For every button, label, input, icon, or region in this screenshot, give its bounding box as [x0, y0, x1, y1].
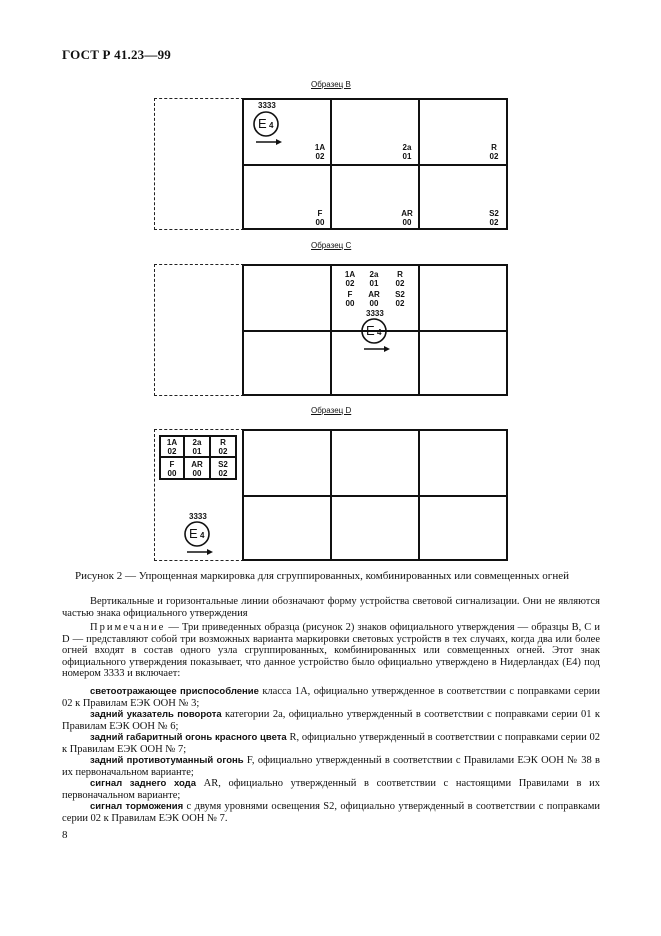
list-item: сигнал торможения с двумя уровнями освещения S2, официально утвержденный в соответствии с поправками серии 02 к Правилам ЕЭК ООН № 7. — [62, 801, 600, 824]
grid-cell — [418, 495, 508, 561]
marking-label: F 00 — [167, 460, 177, 478]
marking-label: AR 00 — [401, 209, 413, 227]
grid-cell — [418, 429, 508, 497]
marking-label: R 02 — [489, 143, 499, 161]
emblem-letter: E — [366, 323, 375, 338]
grid-cell — [242, 330, 332, 396]
marking-label: F 00 — [315, 209, 325, 227]
grid-cell — [418, 264, 508, 332]
list-item: сигнал заднего хода AR, официально утвержденный в соответствии с настоящими Правилами в их первоначальном варианте; — [62, 778, 600, 801]
specimen-b-figure — [154, 98, 508, 230]
grid-cell — [330, 429, 420, 497]
remark-label: Примечание — [90, 622, 166, 633]
e-approval-emblem-icon — [183, 521, 215, 557]
figure-caption: Рисунок 2 — Упрощенная маркировка для сгруппированных, комбинированных или совмещенных огней — [75, 570, 569, 582]
emblem-digit: 4 — [269, 121, 274, 130]
marking-label: S2 02 — [218, 460, 228, 478]
approval-number: 3333 — [189, 512, 207, 521]
grid-cell — [418, 330, 508, 396]
marking-label: 2a 01 — [402, 143, 412, 161]
marking-label: S2 02 — [489, 209, 499, 227]
page-number: 8 — [62, 829, 68, 841]
remark-text: — Три приведенных образца (рисунок 2) знаков официального утверждения — образцы B, C и D — представляют собой три возможных варианта маркировки световых устройств в тех случаях, когда два или более огней входят в состав одного узла сгруппированных, комбинированных или совмещенных огней. Этот знак официального утверждения показывает, что данное устройство было официально утверждено в Нидерландах (E4) под номером 3333 и включает: — [62, 622, 600, 679]
marking-label: R 02 — [395, 270, 405, 288]
marking-label: AR 00 — [368, 290, 380, 308]
specimen-b-title: Образец B — [311, 80, 351, 89]
specimen-c-figure — [154, 264, 508, 396]
marking-label: 2a 01 — [369, 270, 379, 288]
marking-label: 2a 01 — [192, 438, 202, 456]
specimen-c-title: Образец C — [311, 241, 352, 250]
list-item: задний противотуманный огонь F, официально утвержденный в соответствии с Правилами ЕЭК ООН № 38 в их первоначальном варианте; — [62, 755, 600, 778]
e-approval-emblem-icon — [252, 110, 284, 146]
marking-label: 1A 02 — [166, 438, 178, 456]
marking-label: 1A 02 — [314, 143, 326, 161]
list-item: светоотражающее приспособление класса 1A, официально утвержденное в соответствии с поправками серии 02 к Правилам ЕЭК ООН № 3; — [62, 686, 600, 709]
note-paragraph: Вертикальные и горизонтальные линии обозначают форму устройства световой сигнализации. Они не являются частью знака официального утверждения — [62, 596, 600, 619]
marking-label: S2 02 — [395, 290, 405, 308]
emblem-digit: 4 — [200, 531, 205, 540]
list-item: задний указатель поворота категории 2a, официально утвержденный в соответствии с поправками серии 01 к Правилам ЕЭК ООН № 6; — [62, 709, 601, 732]
e-approval-emblem-icon — [360, 318, 392, 354]
marking-label: R 02 — [218, 438, 228, 456]
marking-label: AR 00 — [191, 460, 203, 478]
list-item: задний габаритный огонь красного цвета R, официально утвержденный в соответствии с поправками серии 02 к Правилам ЕЭК ООН № 7; — [62, 732, 600, 755]
marking-label: 1A 02 — [344, 270, 356, 288]
emblem-digit: 4 — [377, 328, 382, 337]
specimen-d-figure — [154, 429, 508, 561]
remark-paragraph — [62, 622, 600, 680]
dashed-outline — [154, 264, 244, 396]
grid-cell — [242, 264, 332, 332]
approval-number: 3333 — [258, 101, 276, 110]
document-header: ГОСТ Р 41.23—99 — [62, 47, 171, 62]
specimen-d-title: Образец D — [311, 406, 352, 415]
emblem-letter: E — [258, 116, 267, 131]
dashed-outline — [154, 98, 244, 230]
marking-label: F 00 — [345, 290, 355, 308]
grid-cell — [242, 495, 332, 561]
grid-cell — [242, 429, 332, 497]
emblem-letter: E — [189, 526, 198, 541]
approval-number: 3333 — [366, 309, 384, 318]
grid-cell — [330, 495, 420, 561]
